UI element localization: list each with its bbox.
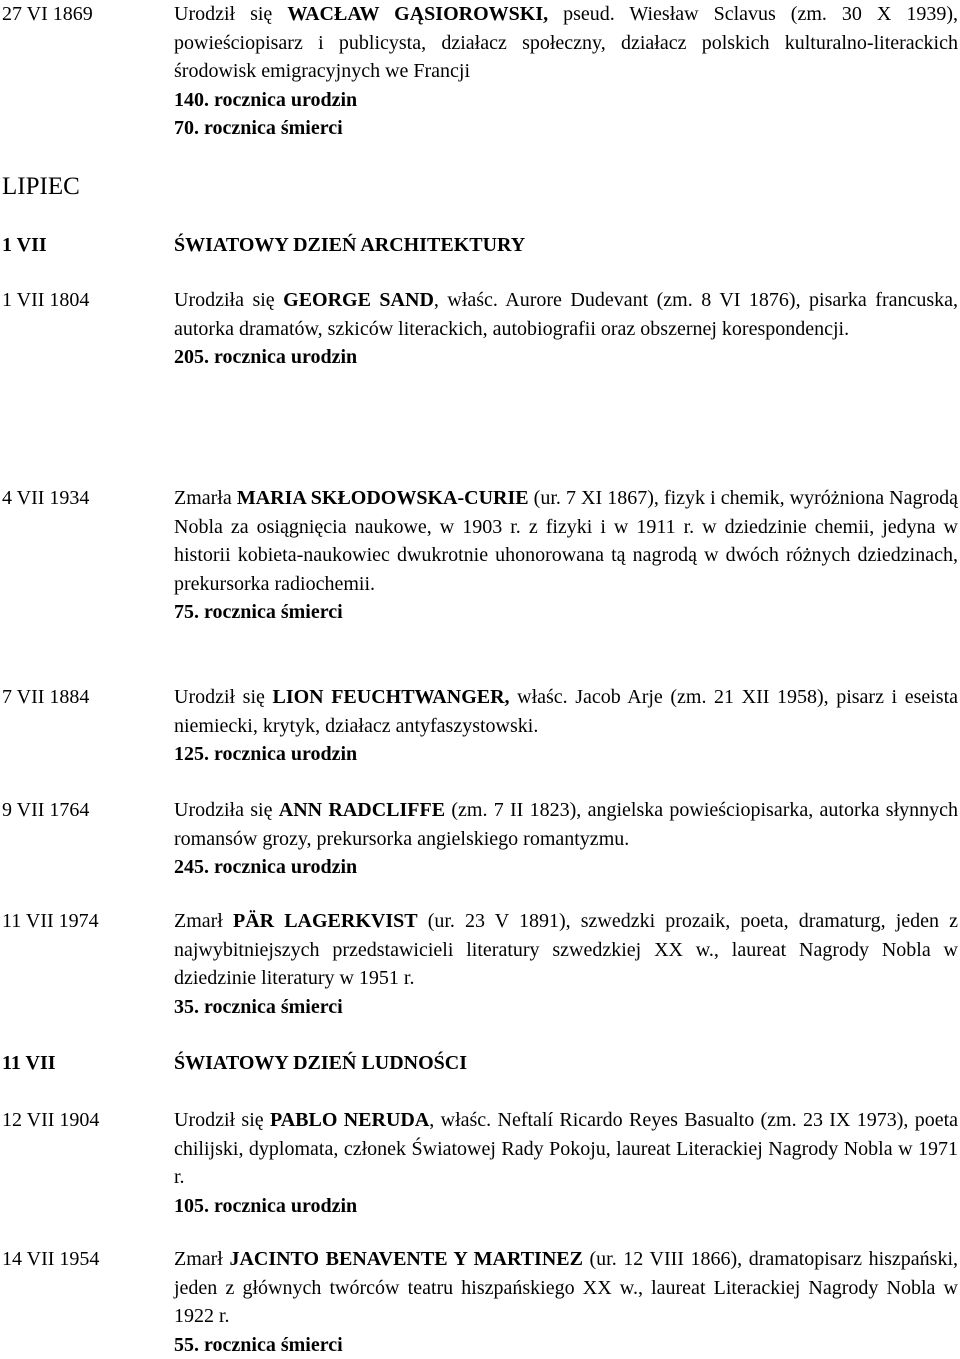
person-name: MARIA SKŁODOWSKA-CURIE: [237, 487, 529, 509]
entry-details: , właśc. Neftalí Ricardo Reyes Basualto (zm. 23 IX 1973), poeta chilijski, dyplomata, członek Światowej Rady Pokoju, laureat Literackiej Nagrody Nobla w 1971 r.: [174, 1109, 958, 1188]
entry-description: [174, 484, 958, 598]
anniversary-label: 245. rocznica urodzin: [174, 853, 958, 882]
entry-intro: Urodził się: [174, 1109, 270, 1131]
person-name: PABLO NERUDA: [270, 1109, 429, 1131]
entry-details: (zm. 7 II 1823), angielska powieściopisarka, autorka słynnych romansów grozy, prekursorka angielskiego romantyzmu.: [174, 799, 958, 850]
entry-details: (ur. 23 V 1891), szwedzki prozaik, poeta, dramaturg, jeden z najwybitniejszych przedstawicieli literatury szwedzkiej XX w., laureat Nagrody Nobla w dziedzinie literatury w 1951 r.: [174, 910, 958, 989]
entry-date: 11 VII 1974: [2, 907, 170, 936]
month-heading: LIPIEC: [2, 172, 80, 202]
entry-description: [174, 683, 958, 740]
person-name: JACINTO BENAVENTE Y MARTINEZ: [229, 1248, 583, 1270]
entry-intro: Urodził się: [174, 686, 272, 708]
entry-content: [174, 796, 958, 882]
entry-date: 27 VI 1869: [2, 0, 170, 29]
person-name: PÄR LAGERKVIST: [233, 910, 418, 932]
entry-intro: Urodził się: [174, 3, 287, 25]
entry-intro: Zmarł: [174, 910, 233, 932]
person-name: ANN RADCLIFFE: [279, 799, 445, 821]
anniversary-label: 125. rocznica urodzin: [174, 740, 958, 769]
entry-content: [174, 1245, 958, 1359]
entry-details: właśc. Jacob Arje (zm. 21 XII 1958), pisarz i eseista niemiecki, krytyk, działacz antyfaszystowski.: [174, 686, 958, 737]
entry-content: [174, 0, 958, 143]
entry-details: pseud. Wiesław Sclavus (zm. 30 X 1939), powieściopisarz i publicysta, działacz społeczny, działacz polskich kulturalno-literackich środowisk emigracyjnych we Francji: [174, 3, 958, 82]
entry-intro: Urodziła się: [174, 799, 279, 821]
entry-intro: Zmarł: [174, 1248, 229, 1270]
entry-description: [174, 1106, 958, 1192]
entry-date: 4 VII 1934: [2, 484, 170, 513]
person-name: GEORGE SAND: [283, 289, 434, 311]
entry-content: [174, 1106, 958, 1220]
entry-details: (ur. 7 XI 1867), fizyk i chemik, wyróżniona Nagrodą Nobla za osiągnięcia naukowe, w 1903 r. z fizyki i w 1911 r. w dziedzinie chemii, jedyna w historii kobieta-naukowiec dwukrotnie uhonorowana tą nagrodą w dwóch różnych dziedzinach, prekursorka radiochemii.: [174, 487, 958, 595]
entry-details: (ur. 12 VIII 1866), dramatopisarz hiszpański, jeden z głównych twórców teatru hiszpańskiego XX w., laureat Literackiej Nagrody Nobla w 1922 r.: [174, 1248, 958, 1327]
person-name: LION FEUCHTWANGER,: [272, 686, 509, 708]
event-title: ŚWIATOWY DZIEŃ LUDNOŚCI: [174, 1049, 467, 1077]
entry-content: [174, 683, 958, 769]
entry-date: 1 VII 1804: [2, 286, 170, 315]
event-date: 1 VII: [2, 231, 47, 259]
entry-details: , właśc. Aurore Dudevant (zm. 8 VI 1876), pisarka francuska, autorka dramatów, szkiców literackich, autobiografii oraz obszernej korespondencji.: [174, 289, 958, 340]
entry-date: 12 VII 1904: [2, 1106, 170, 1135]
entry-description: [174, 796, 958, 853]
anniversary-label: 55. rocznica śmierci: [174, 1331, 958, 1359]
anniversary-label: 75. rocznica śmierci: [174, 598, 958, 627]
entry-description: [174, 1245, 958, 1331]
entry-content: [174, 907, 958, 1021]
entry-date: 7 VII 1884: [2, 683, 170, 712]
entry-intro: Urodziła się: [174, 289, 283, 311]
entry-content: [174, 484, 958, 627]
anniversary-label: 70. rocznica śmierci: [174, 114, 958, 143]
entry-description: [174, 286, 958, 343]
entry-intro: Zmarła: [174, 487, 237, 509]
entry-date: 14 VII 1954: [2, 1245, 170, 1274]
entry-description: [174, 907, 958, 993]
entry-date: 9 VII 1764: [2, 796, 170, 825]
anniversary-label: 105. rocznica urodzin: [174, 1192, 958, 1221]
event-title: ŚWIATOWY DZIEŃ ARCHITEKTURY: [174, 231, 525, 259]
event-date: 11 VII: [2, 1049, 56, 1077]
anniversary-label: 35. rocznica śmierci: [174, 993, 958, 1022]
anniversary-label: 140. rocznica urodzin: [174, 86, 958, 115]
entry-description: [174, 0, 958, 86]
entry-content: [174, 286, 958, 372]
anniversary-label: 205. rocznica urodzin: [174, 343, 958, 372]
person-name: WACŁAW GĄSIOROWSKI,: [287, 3, 548, 25]
